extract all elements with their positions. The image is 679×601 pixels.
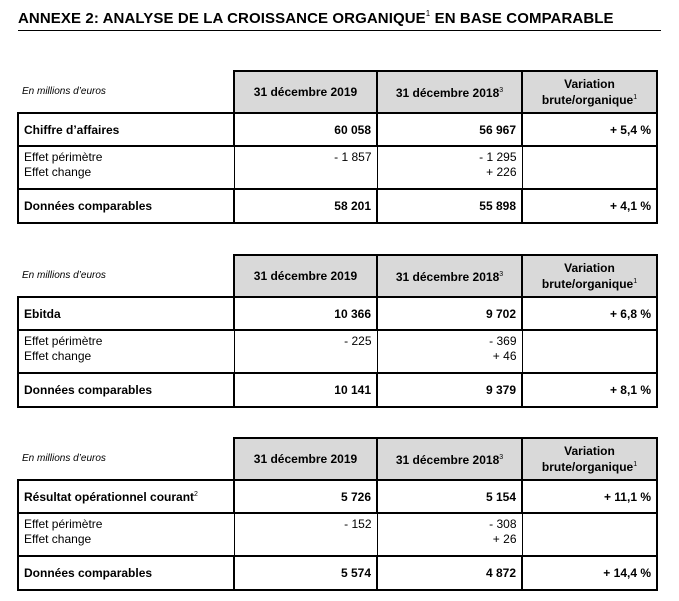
ebitda-table <box>17 254 658 408</box>
value-variation: + 6,8 % <box>522 297 657 330</box>
unit-label: En millions d’euros <box>22 453 106 464</box>
table-row <box>18 330 657 373</box>
header-variation: Variation brute/organique$^1$ <box>522 255 657 297</box>
effects-variation <box>522 513 657 556</box>
title-underline <box>18 30 661 31</box>
effects-variation <box>522 146 657 189</box>
effects-2019: - 225 <box>234 330 377 373</box>
value-2018: 4 872 <box>377 556 522 590</box>
effects-2019: - 1 857 <box>234 146 377 189</box>
header-2019: 31 décembre 2019 <box>234 255 377 297</box>
value-2019: 10 366 <box>234 297 377 330</box>
value-2018: 9 702 <box>377 297 522 330</box>
value-2019: 60 058 <box>234 113 377 146</box>
row-label: Chiffre d’affaires <box>18 113 234 146</box>
header-variation: Variation brute/organique$^1$ <box>522 71 657 113</box>
table-row <box>18 297 657 330</box>
header-2019: 31 décembre 2019 <box>234 438 377 480</box>
table-row <box>18 480 657 513</box>
value-2019: 5 726 <box>234 480 377 513</box>
row-label: Ebitda <box>18 297 234 330</box>
effects-2018: - 1 295 + 226 <box>377 146 522 189</box>
table-header-row <box>18 71 657 113</box>
table-row <box>18 556 657 590</box>
unit-label: En millions d’euros <box>22 86 106 97</box>
revenue-table <box>17 70 658 224</box>
value-2018: 55 898 <box>377 189 522 223</box>
effects-labels: Effet périmètre Effet change <box>18 330 234 373</box>
table-row <box>18 146 657 189</box>
value-variation: + 11,1 % <box>522 480 657 513</box>
value-2019: 10 141 <box>234 373 377 407</box>
row-label: Données comparables <box>18 373 234 407</box>
row-label: Résultat opérationnel courant$^2$ <box>18 480 234 513</box>
table-header-row <box>18 438 657 480</box>
row-label: Données comparables <box>18 556 234 590</box>
effects-labels: Effet périmètre Effet change <box>18 513 234 556</box>
value-variation: + 4,1 % <box>522 189 657 223</box>
table-row <box>18 189 657 223</box>
value-2019: 58 201 <box>234 189 377 223</box>
effects-2019: - 152 <box>234 513 377 556</box>
table-row <box>18 373 657 407</box>
effects-variation <box>522 330 657 373</box>
page-title: ANNEXE 2: ANALYSE DE LA CROISSANCE ORGANIQUE$^1$ EN BASE COMPARABLE <box>18 9 614 27</box>
value-variation: + 8,1 % <box>522 373 657 407</box>
value-2018: 5 154 <box>377 480 522 513</box>
header-2018: 31 décembre 2018$^3$ <box>377 71 522 113</box>
value-2018: 9 379 <box>377 373 522 407</box>
header-2018: 31 décembre 2018$^3$ <box>377 438 522 480</box>
value-2019: 5 574 <box>234 556 377 590</box>
table-row <box>18 113 657 146</box>
operating-income-table <box>17 437 658 591</box>
effects-2018: - 369 + 46 <box>377 330 522 373</box>
table-row <box>18 513 657 556</box>
value-2018: 56 967 <box>377 113 522 146</box>
header-variation: Variation brute/organique$^1$ <box>522 438 657 480</box>
effects-labels: Effet périmètre Effet change <box>18 146 234 189</box>
effects-2018: - 308 + 26 <box>377 513 522 556</box>
value-variation: + 14,4 % <box>522 556 657 590</box>
table-header-row <box>18 255 657 297</box>
header-2019: 31 décembre 2019 <box>234 71 377 113</box>
value-variation: + 5,4 % <box>522 113 657 146</box>
unit-label: En millions d’euros <box>22 270 106 281</box>
row-label: Données comparables <box>18 189 234 223</box>
header-2018: 31 décembre 2018$^3$ <box>377 255 522 297</box>
